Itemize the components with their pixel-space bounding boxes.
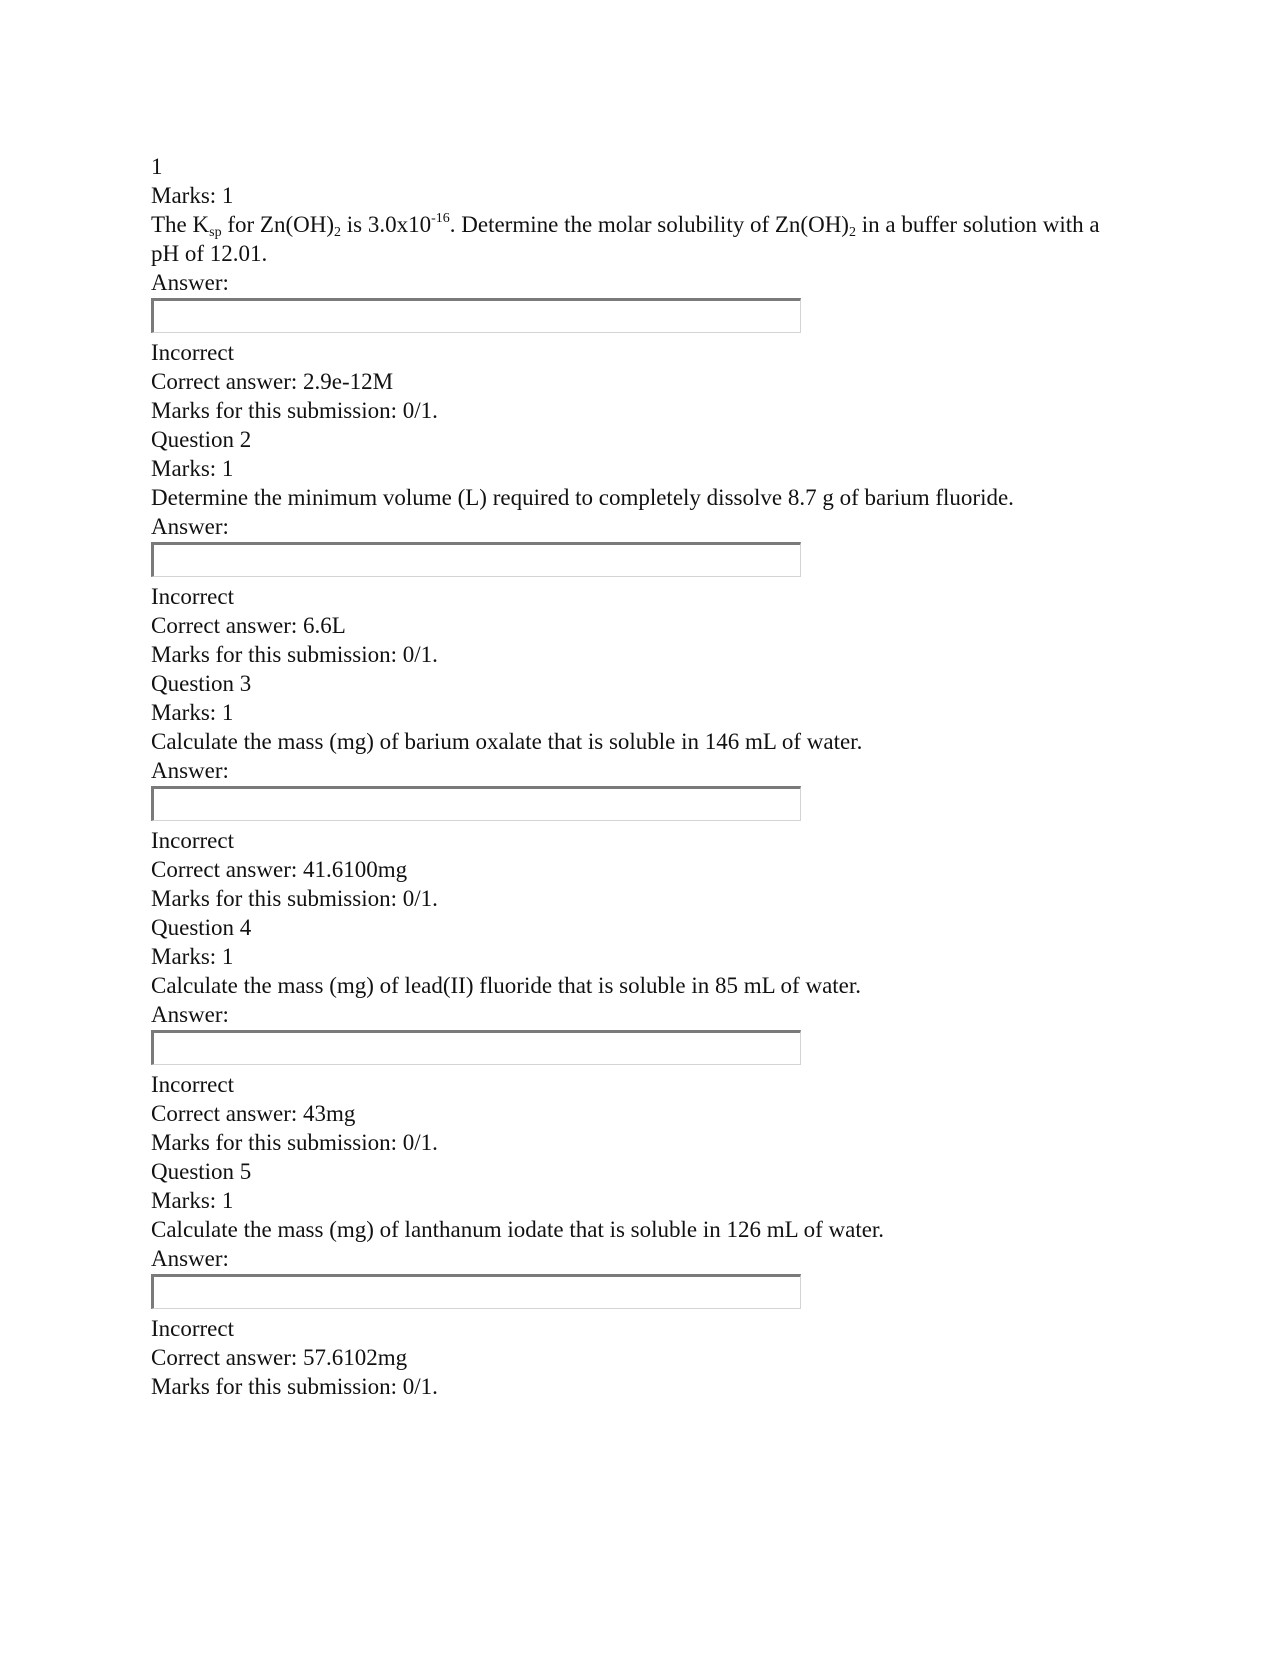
correct-answer: Correct answer: 43mg [151,1101,356,1126]
formula-subscript: 2 [848,225,856,240]
ksp-subscript: sp [209,225,222,240]
question-4 [151,913,1131,1157]
question-text-part: The K [151,212,210,237]
question-text-part: in a buffer solution with a pH of 12.01. [151,212,1100,266]
question-number: Question 2 [151,427,252,452]
quiz-review [151,152,1131,1401]
correct-answer: Correct answer: 41.6100mg [151,857,408,882]
marks-for-submission: Marks for this submission: 0/1. [151,1130,438,1155]
question-3 [151,669,1131,913]
answer-label: Answer: [151,270,229,295]
marks-for-submission: Marks for this submission: 0/1. [151,1374,438,1399]
question-marks: Marks: 1 [151,944,234,969]
question-text-part: for Zn(OH) [221,212,334,237]
answer-label: Answer: [151,1246,229,1271]
correct-answer: Correct answer: 2.9e-12M [151,369,394,394]
question-number: Question 3 [151,671,252,696]
question-5 [151,1157,1131,1401]
question-text: Calculate the mass (mg) of lead(II) fluoride that is soluble in 85 mL of water. [151,973,862,998]
result-status: Incorrect [151,1316,234,1341]
question-marks: Marks: 1 [151,700,234,725]
answer-input[interactable] [151,1274,801,1309]
question-text: Calculate the mass (mg) of barium oxalate that is soluble in 146 mL of water. [151,729,863,754]
answer-label: Answer: [151,1002,229,1027]
question-text [151,210,1131,268]
exponent-superscript: -16 [431,211,450,226]
result-status: Incorrect [151,584,234,609]
question-2 [151,425,1131,669]
correct-answer: Correct answer: 6.6L [151,613,346,638]
question-1 [151,152,1131,425]
marks-for-submission: Marks for this submission: 0/1. [151,642,438,667]
answer-input[interactable] [151,1030,801,1065]
answer-label: Answer: [151,514,229,539]
question-text-part: is 3.0x10 [340,212,432,237]
result-status: Incorrect [151,828,234,853]
answer-input[interactable] [151,298,801,333]
result-status: Incorrect [151,340,234,365]
correct-answer: Correct answer: 57.6102mg [151,1345,408,1370]
question-number: Question 4 [151,915,252,940]
question-text-part: . Determine the molar solubility of Zn(OH) [449,212,849,237]
question-marks: Marks: 1 [151,1188,234,1213]
question-number: 1 [151,154,163,179]
question-text: Determine the minimum volume (L) required to completely dissolve 8.7 g of barium fluoride. [151,485,1014,510]
answer-input[interactable] [151,542,801,577]
question-marks: Marks: 1 [151,183,234,208]
question-number: Question 5 [151,1159,252,1184]
marks-for-submission: Marks for this submission: 0/1. [151,886,438,911]
marks-for-submission: Marks for this submission: 0/1. [151,398,438,423]
question-text: Calculate the mass (mg) of lanthanum iodate that is soluble in 126 mL of water. [151,1217,885,1242]
question-marks: Marks: 1 [151,456,234,481]
result-status: Incorrect [151,1072,234,1097]
answer-input[interactable] [151,786,801,821]
formula-subscript: 2 [333,225,341,240]
answer-label: Answer: [151,758,229,783]
